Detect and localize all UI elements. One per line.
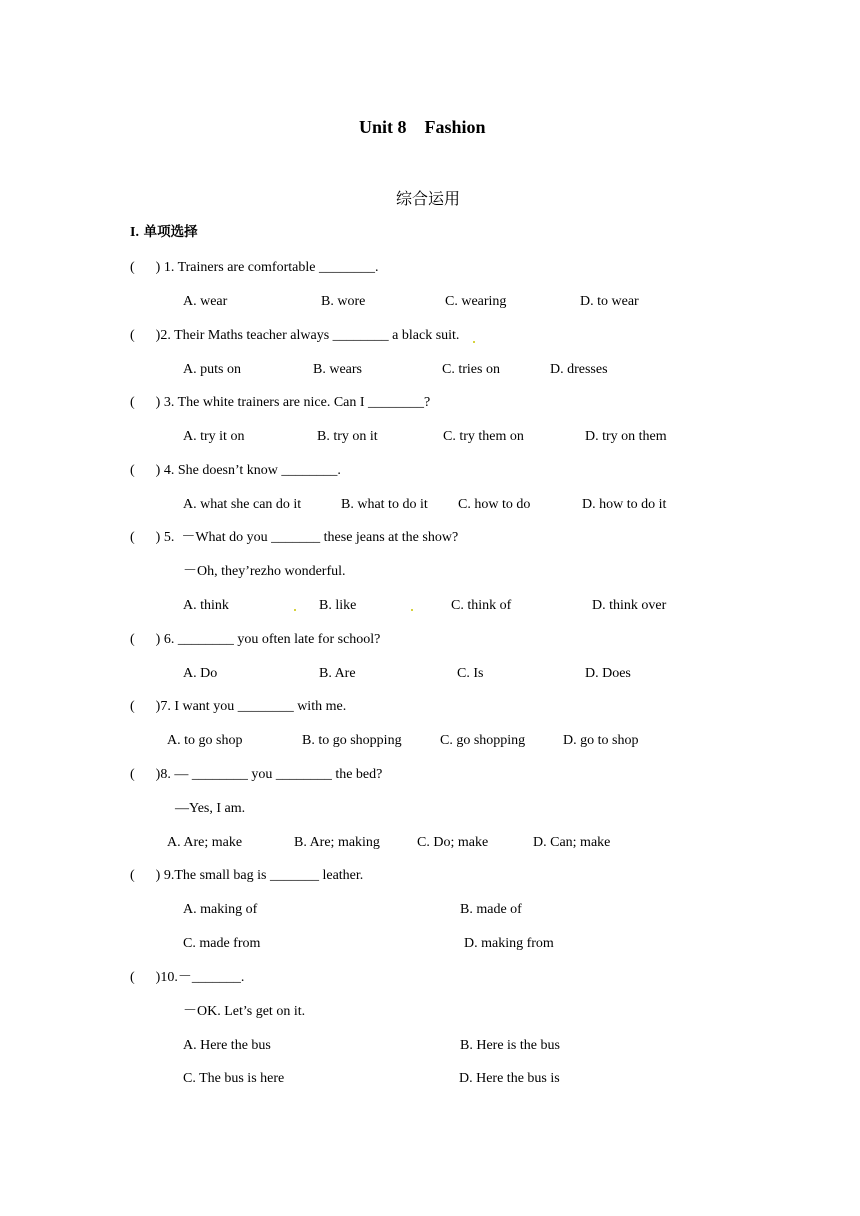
- question-10-option-a: A. Here the bus: [183, 1038, 271, 1053]
- question-5-option-d: D. think over: [592, 598, 667, 613]
- question-9-option-c: C. made from: [183, 936, 261, 951]
- question-8-option-a: A. Are; make: [167, 835, 243, 850]
- question-6-option-b: B. Are: [319, 666, 356, 681]
- question-2-option-d: D. dresses: [550, 362, 608, 377]
- question-4-stem: ( ) 4. She doesn’t know ________.: [130, 463, 341, 478]
- question-7-stem: ( )7. I want you ________ with me.: [130, 699, 347, 714]
- question-5-option-b: B. like: [319, 598, 357, 613]
- question-5-reply: －Oh, they’rezho wonderful.: [183, 564, 346, 579]
- question-10-reply: －OK. Let’s get on it.: [183, 1004, 306, 1019]
- question-4-option-c: C. how to do: [458, 497, 531, 512]
- question-2-stem: ( )2. Their Maths teacher always ________ a black suit.: [130, 328, 460, 343]
- question-5-stem: ( ) 5. －What do you _______ these jeans at the show?: [130, 530, 459, 545]
- stray-mark: [411, 609, 413, 611]
- question-2-option-c: C. tries on: [442, 362, 500, 377]
- question-4-option-a: A. what she can do it: [183, 497, 302, 512]
- question-9-stem: ( ) 9.The small bag is _______ leather.: [130, 868, 364, 883]
- question-7-option-c: C. go shopping: [440, 733, 526, 748]
- question-1-stem: ( ) 1. Trainers are comfortable ________.: [130, 260, 379, 275]
- question-9-option-b: B. made of: [460, 902, 522, 917]
- question-1-option-d: D. to wear: [580, 294, 639, 309]
- question-2-option-b: B. wears: [313, 362, 362, 377]
- question-10-option-b: B. Here is the bus: [460, 1038, 560, 1053]
- question-6-option-a: A. Do: [183, 666, 218, 681]
- question-8-option-d: D. Can; make: [533, 835, 611, 850]
- question-4-option-d: D. how to do it: [582, 497, 667, 512]
- page-title: Unit 8 Fashion: [359, 117, 486, 137]
- section-heading: [130, 226, 198, 240]
- question-10-option-d: D. Here the bus is: [459, 1071, 560, 1086]
- question-4-option-b: B. what to do it: [341, 497, 428, 512]
- question-9-option-d: D. making from: [464, 936, 554, 951]
- question-3-stem: ( ) 3. The white trainers are nice. Can I ________?: [130, 395, 431, 410]
- question-6-option-c: C. Is: [457, 666, 484, 681]
- question-5-option-c: C. think of: [451, 598, 512, 613]
- question-7-option-a: A. to go shop: [167, 733, 243, 748]
- question-3-option-b: B. try on it: [317, 429, 378, 444]
- question-7-option-d: D. go to shop: [563, 733, 639, 748]
- question-3-option-c: C. try them on: [443, 429, 524, 444]
- question-7-option-b: B. to go shopping: [302, 733, 402, 748]
- question-1-option-c: C. wearing: [445, 294, 507, 309]
- question-10-option-c: C. The bus is here: [183, 1071, 285, 1086]
- question-5-option-a: A. think: [183, 598, 229, 613]
- question-6-option-d: D. Does: [585, 666, 631, 681]
- question-2-option-a: A. puts on: [183, 362, 241, 377]
- stray-mark: [473, 341, 475, 343]
- question-1-option-b: B. wore: [321, 294, 366, 309]
- question-8-option-c: C. Do; make: [417, 835, 489, 850]
- question-9-option-a: A. making of: [183, 902, 258, 917]
- stray-mark: [294, 609, 296, 611]
- section-number: I.: [130, 225, 139, 240]
- question-8-reply: —Yes, I am.: [175, 801, 246, 816]
- question-3-option-a: A. try it on: [183, 429, 245, 444]
- question-10-stem: ( )10.－_______.: [130, 970, 245, 985]
- question-6-stem: ( ) 6. ________ you often late for school?: [130, 632, 381, 647]
- question-3-option-d: D. try on them: [585, 429, 667, 444]
- question-8-stem: ( )8. — ________ you ________ the bed?: [130, 767, 383, 782]
- question-8-option-b: B. Are; making: [294, 835, 380, 850]
- page-subtitle: 综合运用: [396, 189, 461, 208]
- section-label: 单项选择: [138, 224, 198, 240]
- question-1-option-a: A. wear: [183, 294, 228, 309]
